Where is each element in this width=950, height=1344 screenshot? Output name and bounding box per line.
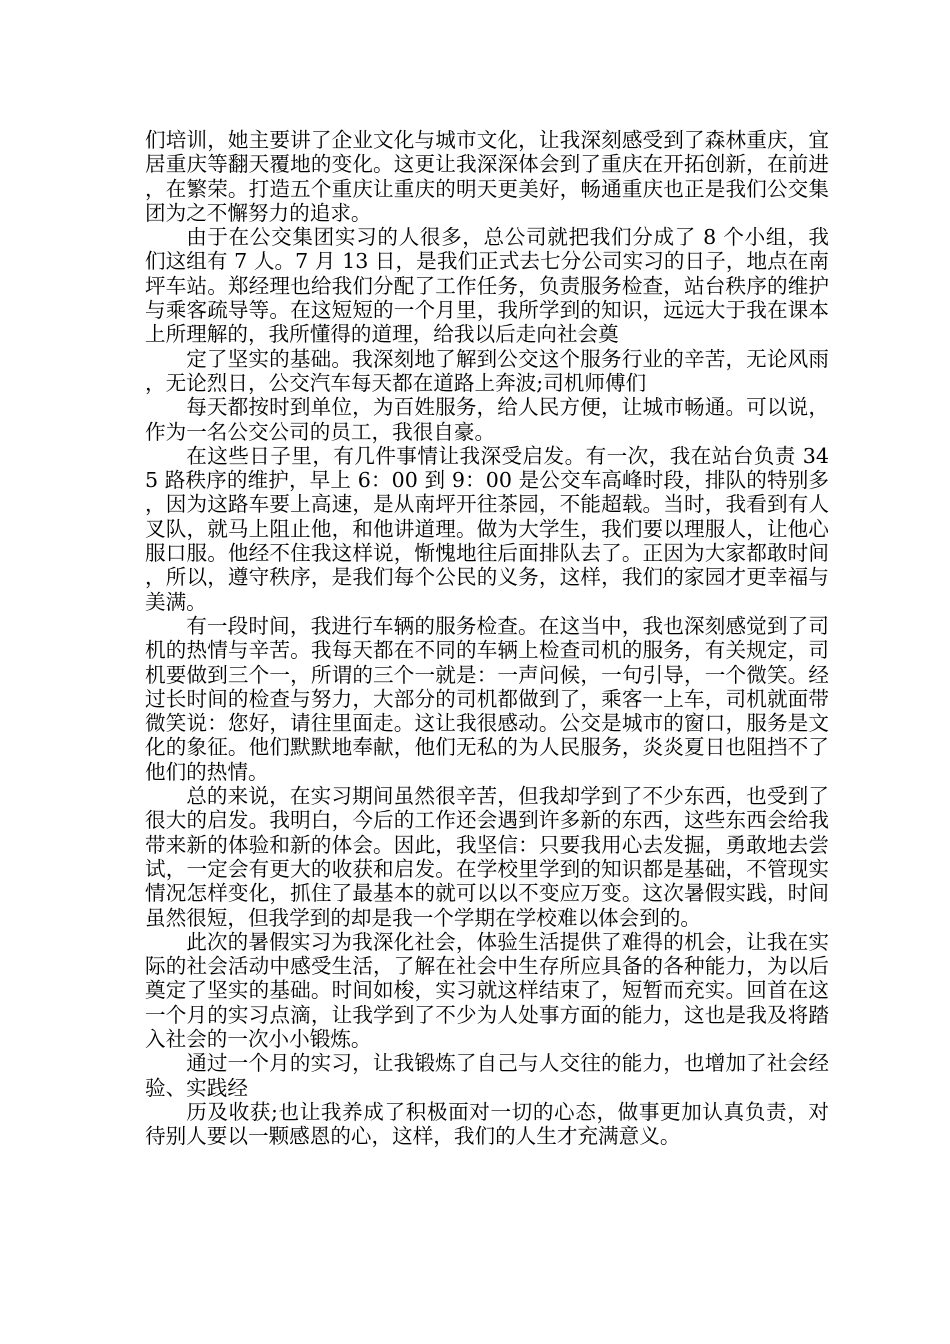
paragraph-6: 有一段时间，我进行车辆的服务检查。在这当中，我也深刻感觉到了司机的热情与辛苦。我每天都在不同的车辆上检查司机的服务，有关规定，司机要做到三个一，所谓的三个一就是：一声问候，一句引导，一个微笑。经过长时间的检查与努力，大部分的司机都做到了，乘客一上车，司机就面带微笑说：您好，请往里面走。这让我很感动。公交是城市的窗口，服务是文化的象征。他们默默地奉献，他们无私的为人民服务，炎炎夏日也阻挡不了他们的热情。	[145, 613, 829, 784]
paragraph-8: 此次的暑假实习为我深化社会，体验生活提供了难得的机会，让我在实际的社会活动中感受生活，了解在社会中生存所应具备的各种能力，为以后奠定了坚实的基础。时间如梭，实习就这样结束了，短暂而充实。回首在这一个月的实习点滴，让我学到了不少为人处事方面的能力，这也是我及将踏入社会的一次小小锻炼。	[145, 929, 829, 1051]
body-text	[145, 128, 829, 1148]
paragraph-10: 历及收获;也让我养成了积极面对一切的心态，做事更加认真负责，对待别人要以一颗感恩的心，这样，我们的人生才充满意义。	[145, 1099, 829, 1149]
paragraph-3: 定了坚实的基础。我深刻地了解到公交这个服务行业的辛苦，无论风雨，无论烈日，公交汽车每天都在道路上奔波;司机师傅们	[145, 346, 829, 395]
paragraph-1: 们培训，她主要讲了企业文化与城市文化，让我深刻感受到了森林重庆，宜居重庆等翻天覆地的变化。这更让我深深体会到了重庆在开拓创新，在前进，在繁荣。打造五个重庆让重庆的明天更美好，畅通重庆也正是我们公交集团为之不懈努力的追求。	[145, 128, 829, 225]
paragraph-2: 由于在公交集团实习的人很多，总公司就把我们分成了 8 个小组，我们这组有 7 人。7 月 13 日，是我们正式去七分公司实习的日子，地点在南坪车站。郑经理也给我们分配了工作任务，负责服务检查，站台秩序的维护与乘客疏导等。在这短短的一个月里，我所学到的知识，远远大于我在课本上所理解的，我所懂得的道理，给我以后走向社会奠	[145, 225, 829, 347]
paragraph-9: 通过一个月的实习，让我锻炼了自己与人交往的能力，也增加了社会经验、实践经	[145, 1051, 829, 1100]
paragraph-5: 在这些日子里，有几件事情让我深受启发。有一次，我在站台负责 345 路秩序的维护，早上 6：00 到 9：00 是公交车高峰时段，排队的特别多，因为这路车要上高速，是从南坪开往茶园，不能超载。当时，我看到有人叉队，就马上阻止他，和他讲道理。做为大学生，我们要以理服人，让他心服口服。他经不住我这样说，惭愧地往后面排队去了。正因为大家都敢时间，所以，遵守秩序，是我们每个公民的义务，这样，我们的家园才更幸福与美满。	[145, 443, 829, 614]
paragraph-4: 每天都按时到单位，为百姓服务，给人民方便，让城市畅通。可以说，作为一名公交公司的员工，我很自豪。	[145, 395, 829, 444]
paragraph-7: 总的来说，在实习期间虽然很辛苦，但我却学到了不少东西，也受到了很大的启发。我明白，今后的工作还会遇到许多新的东西，这些东西会给我带来新的体验和新的体会。因此，我坚信：只要我用心去发掘，勇敢地去尝试，一定会有更大的收获和启发。在学校里学到的知识都是基础，不管现实情况怎样变化，抓住了最基本的就可以以不变应万变。这次暑假实践，时间虽然很短，但我学到的却是我一个学期在学校难以体会到的。	[145, 784, 829, 930]
